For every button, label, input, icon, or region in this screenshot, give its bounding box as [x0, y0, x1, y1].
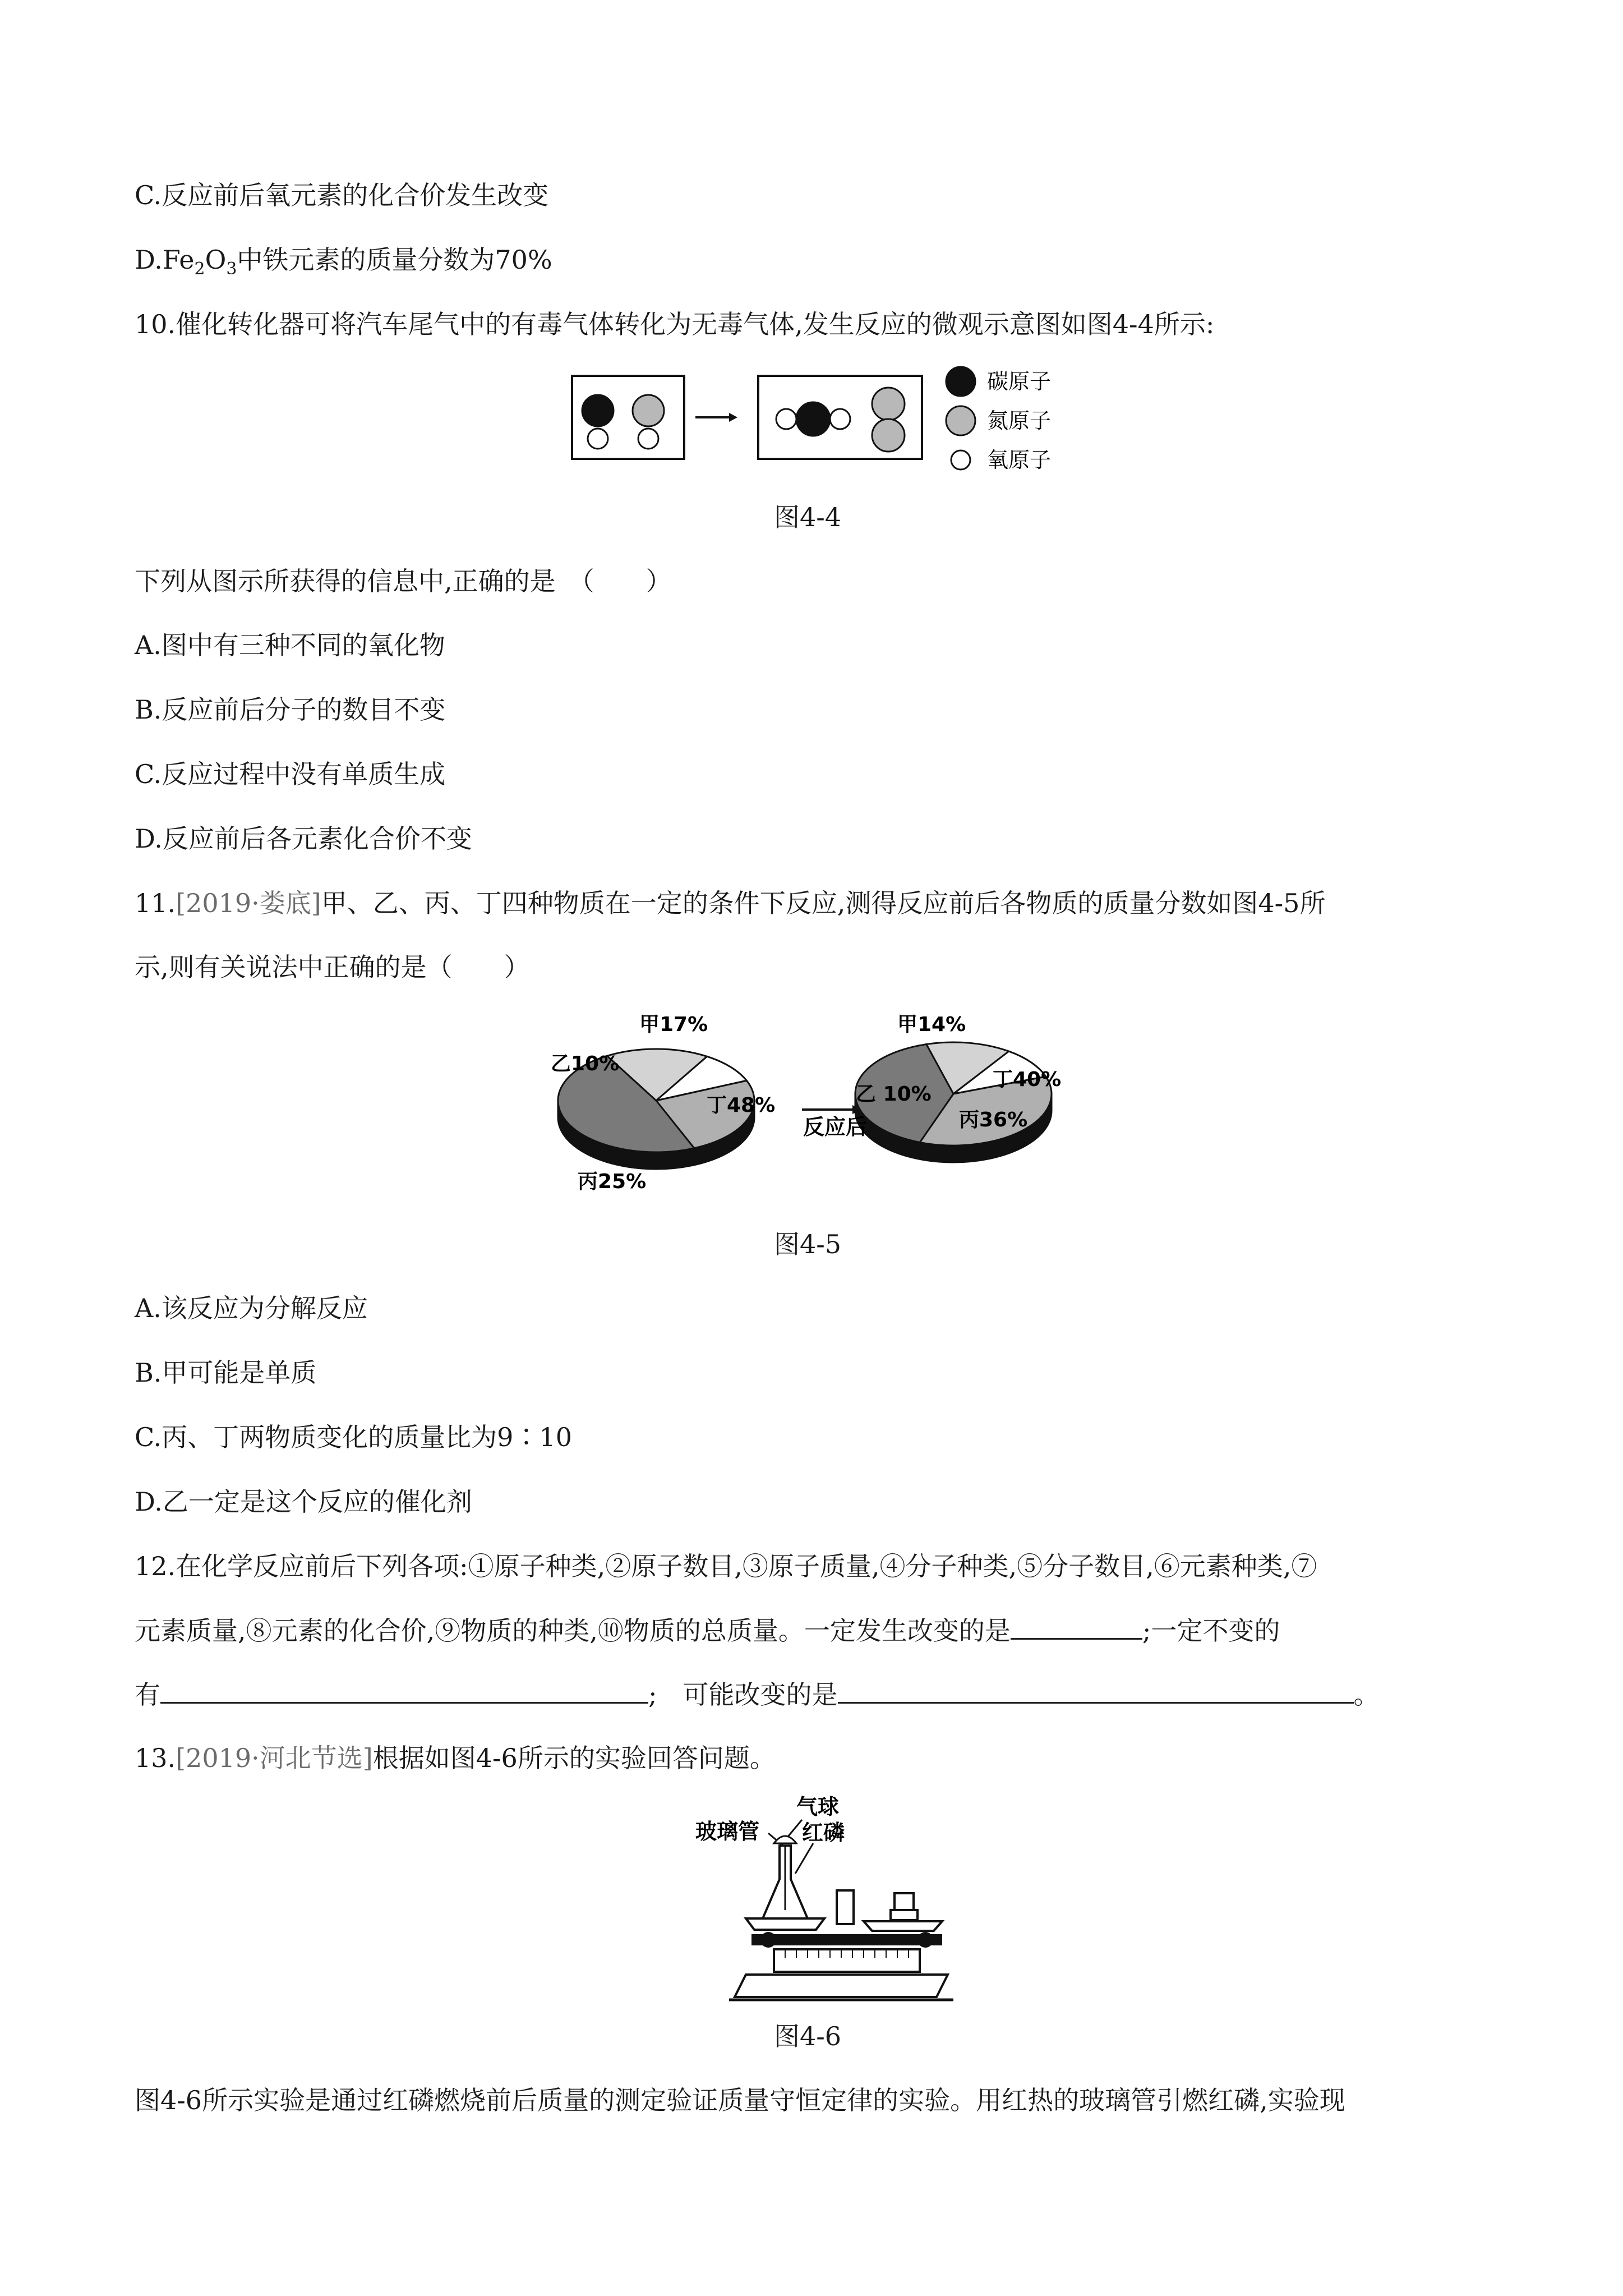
q11-stem-line2: 示,则有关说法中正确的是（ ） — [135, 952, 530, 982]
q12-line1: 12.在化学反应前后下列各项:①原子种类,②原子数目,③原子质量,④分子种类,⑤分子数目,⑥元素种类,⑦ — [135, 1551, 1317, 1581]
answer-blank-unchanged[interactable] — [160, 1677, 648, 1704]
figure-4-5-pie-charts — [538, 1004, 1099, 1206]
label-balloon: 气球 — [796, 1795, 840, 1819]
q9-option-d-post: 中铁元素的质量分数为70% — [237, 245, 552, 275]
figure-4-5-caption: 图4-5 — [774, 1229, 842, 1259]
carbon-atom — [796, 402, 830, 436]
q10-option-d: D.反应前后各元素化合价不变 — [135, 823, 472, 854]
q11-stem-line1 — [135, 886, 1325, 920]
q13-stem-text: 根据如图4-6所示的实验回答问题。 — [372, 1743, 776, 1773]
legend-nitrogen-swatch — [946, 406, 975, 435]
balance-beam — [751, 1934, 942, 1945]
q12-line3-end: 。 — [1353, 1680, 1380, 1710]
q9-option-d-sub1: 2 — [194, 259, 205, 279]
q11-option-a: A.该反应为分解反应 — [135, 1293, 368, 1323]
pie1-label-jia: 甲17% — [639, 1013, 708, 1036]
balloon — [774, 1836, 796, 1843]
left-pan — [746, 1918, 824, 1930]
q12-line3-start: 有 — [135, 1680, 160, 1710]
answer-blank-changed[interactable] — [1011, 1613, 1142, 1640]
q13-text: 图4-6所示实验是通过红磷燃烧前后质量的测定验证质量守恒定律的实验。用红热的玻璃管引燃红磷,实验现 — [135, 2085, 1345, 2115]
figure-4-6-balance-apparatus — [695, 1789, 953, 2014]
q11-stem-text: 甲、乙、丙、丁四种物质在一定的条件下反应,测得反应前后各物质的质量分数如图4-5所 — [321, 888, 1326, 918]
legend-oxygen-label: 氧原子 — [987, 448, 1052, 472]
right-pan — [864, 1921, 942, 1931]
q11-option-d: D.乙一定是这个反应的催化剂 — [135, 1487, 472, 1517]
q10-question: 下列从图示所获得的信息中,正确的是 （ ） — [135, 566, 672, 596]
q13-source: [2019·河北节选] — [176, 1743, 373, 1773]
q9-option-c: C.反应前后氧元素的化合价发生改变 — [135, 180, 549, 210]
q12-line3 — [135, 1677, 1380, 1711]
figure-4-6-caption: 图4-6 — [774, 2021, 842, 2051]
q9-option-d-pre: D.Fe — [135, 245, 195, 275]
pie1-label-bing: 丙25% — [578, 1170, 647, 1193]
pie1-label-yi: 乙10% — [551, 1052, 620, 1075]
oxygen-atom — [830, 409, 850, 429]
q12-line2 — [135, 1613, 1280, 1648]
nitrogen-atom — [633, 395, 664, 426]
figure-4-4-molecular-diagram — [561, 359, 1110, 494]
q13-stem — [135, 1741, 776, 1775]
q11-option-c: C.丙、丁两物质变化的质量比为9∶10 — [135, 1422, 572, 1452]
pointer-post — [837, 1890, 854, 1924]
arrow-label: 反应后 — [803, 1115, 868, 1139]
pie2-label-bing: 丙36% — [959, 1108, 1028, 1131]
q10-option-b: B.反应前后分子的数目不变 — [135, 694, 446, 725]
q11-option-b: B.甲可能是单质 — [135, 1358, 317, 1388]
carbon-atom — [582, 395, 614, 426]
q10-option-c: C.反应过程中没有单质生成 — [135, 759, 446, 789]
answer-blank-maybe-changed[interactable] — [838, 1677, 1354, 1704]
weight — [895, 1893, 914, 1910]
q9-option-d-sub2: 3 — [226, 259, 237, 279]
nitrogen-atom — [872, 419, 905, 452]
pie1-label-ding: 丁48% — [707, 1094, 776, 1117]
q12-line2-text: 元素质量,⑧元素的化合价,⑨物质的种类,⑩物质的总质量。一定发生改变的是 — [135, 1616, 1011, 1646]
pie2-label-yi: 乙 10% — [856, 1083, 932, 1106]
q10-option-a: A.图中有三种不同的氧化物 — [135, 630, 445, 660]
weight — [891, 1910, 917, 1920]
q13-number: 13. — [135, 1743, 176, 1773]
legend-carbon-label: 碳原子 — [987, 369, 1052, 394]
label-glass-tube: 玻璃管 — [695, 1819, 760, 1844]
legend-oxygen-swatch — [951, 450, 970, 470]
q10-stem: 10.催化转化器可将汽车尾气中的有毒气体转化为无毒气体,发生反应的微观示意图如图4-4所示: — [135, 309, 1215, 339]
figure-4-4-caption: 图4-4 — [774, 502, 842, 532]
q12-line3-mid: ; 可能改变的是 — [648, 1680, 838, 1710]
q11-number: 11. — [135, 888, 176, 918]
q9-option-d — [135, 243, 552, 277]
q11-source: [2019·娄底] — [176, 888, 321, 918]
q9-option-d-mid: O — [205, 245, 227, 275]
oxygen-atom — [588, 429, 608, 449]
pie2-label-ding: 丁40% — [993, 1068, 1062, 1091]
legend-nitrogen-label: 氮原子 — [987, 408, 1052, 433]
oxygen-atom — [776, 409, 796, 429]
oxygen-atom — [638, 429, 658, 449]
legend-carbon-swatch — [946, 367, 975, 396]
label-red-phosphorus: 红磷 — [802, 1820, 845, 1845]
nitrogen-atom — [872, 388, 905, 420]
q12-line2-end: ;一定不变的 — [1142, 1616, 1280, 1646]
balance-base — [735, 1975, 948, 1997]
pie2-label-jia: 甲14% — [897, 1013, 966, 1036]
